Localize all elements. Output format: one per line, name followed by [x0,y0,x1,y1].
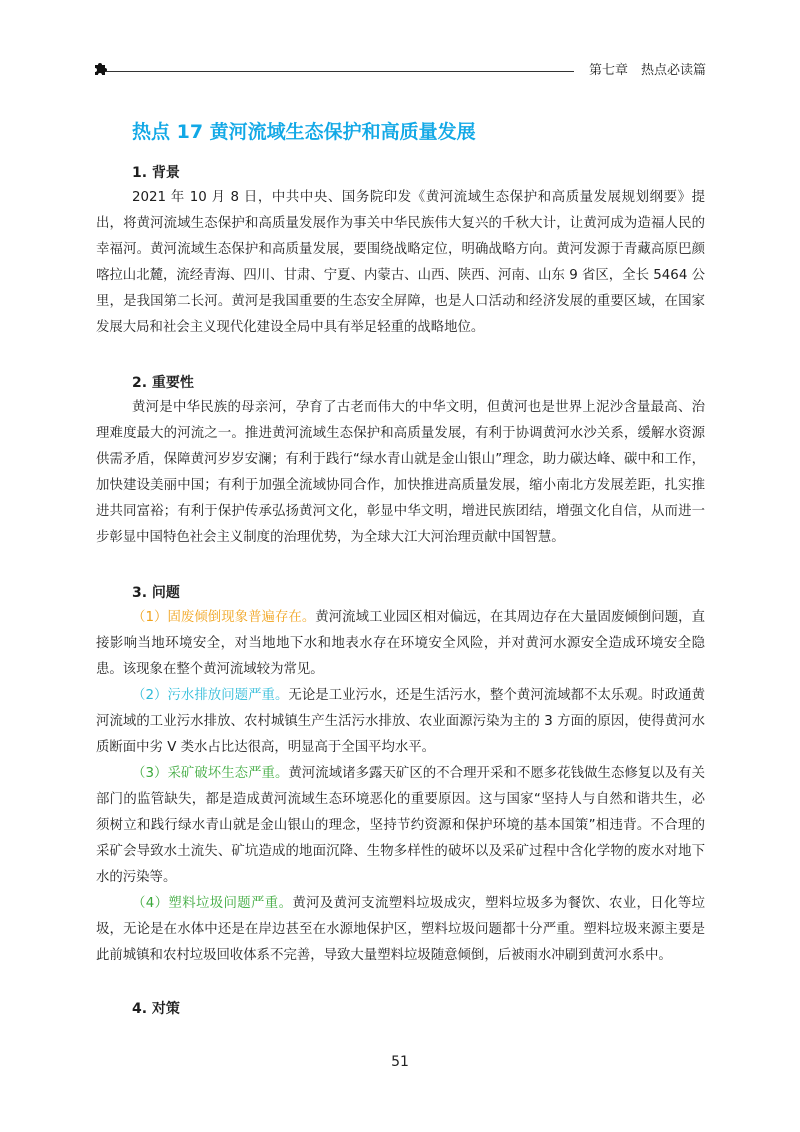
problem-item [96,605,705,683]
problem-item [96,891,705,969]
problem-label: （3）采矿破坏生态严重。 [132,766,289,781]
heading-background: 1. 背景 [132,165,180,181]
page-number: 51 [391,1054,409,1070]
header-rule [106,71,574,72]
heading-countermeasures: 4. 对策 [132,1001,180,1017]
problem-text: 黄河流域工业园区相对偏远，在其周边存在大量固废倾倒问题，直接影响当地环境安全，对当地地下水和地表水存在环境安全风险，并对黄河水源安全造成环境安全隐患。该现象在整个黄河流域较为常见。 [96,610,705,677]
puzzle-piece-icon [92,62,108,78]
paragraph-importance: 黄河是中华民族的母亲河，孕育了古老而伟大的中华文明，但黄河也是世界上泥沙含量最高、治理难度最大的河流之一。推进黄河流域生态保护和高质量发展，有利于协调黄河水沙关系，缓解水资源供需矛盾，保障黄河岁岁安澜；有利于践行“绿水青山就是金山银山”理念，助力碳达峰、碳中和工作，加快建设美丽中国；有利于加强全流域协同合作，加快推进高质量发展，缩小南北方发展差距，扎实推进共同富裕；有利于保护传承弘扬黄河文化，彰显中华文明，增进民族团结，增强文化自信，从而进一步彰显中国特色社会主义制度的治理优势，为全球大江大河治理贡献中国智慧。 [96,400,705,545]
problem-text: 黄河流域诸多露天矿区的不合理开采和不愿多花钱做生态修复以及有关部门的监管缺失，都是造成黄河流域生态环境恶化的重要原因。这与国家“坚持人与自然和谐共生，必须树立和践行绿水青山就是金山银山的理念，坚持节约资源和保护环境的基本国策”相违背。不合理的采矿会导致水土流失、矿坑造成的地面沉降、生物多样性的破坏以及采矿过程中含化学物的废水对地下水的污染等。 [96,766,705,885]
problem-text: 黄河及黄河支流塑料垃圾成灾，塑料垃圾多为餐饮、农业，日化等垃圾，无论是在水体中还是在岸边甚至在水源地保护区，塑料垃圾问题都十分严重。塑料垃圾来源主要是此前城镇和农村垃圾回收体系不完善，导致大量塑料垃圾随意倾倒，后被雨水冲刷到黄河水系中。 [96,896,705,963]
heading-importance: 2. 重要性 [132,375,194,391]
problem-item [96,761,705,891]
heading-problems: 3. 问题 [132,585,180,601]
problem-label: （1）固废倾倒现象普遍存在。 [132,610,316,625]
problem-text: 无论是工业污水，还是生活污水，整个黄河流域都不太乐观。时政通黄河流域的工业污水排放、农村城镇生产生活污水排放、农业面源污染为主的 3 方面的原因，使得黄河水质断面中劣 V 类水占比达很高，明显高于全国平均水平。 [96,688,705,755]
hotspot-title: 热点 17 黄河流域生态保护和高质量发展 [132,121,476,143]
chapter-label: 第七章 热点必读篇 [588,63,706,78]
problem-item [96,683,705,761]
problem-label: （2）污水排放问题严重。 [132,688,289,703]
paragraph-background: 2021 年 10 月 8 日，中共中央、国务院印发《黄河流域生态保护和高质量发展规划纲要》提出，将黄河流域生态保护和高质量发展作为事关中华民族伟大复兴的千秋大计，让黄河成为造福人民的幸福河。黄河流域生态保护和高质量发展，要围绕战略定位，明确战略方向。黄河发源于青藏高原巴颜喀拉山北麓，流经青海、四川、甘肃、宁夏、内蒙古、山西、陕西、河南、山东 9 省区，全长 5464 公里，是我国第二长河。黄河是我国重要的生态安全屏障，也是人口活动和经济发展的重要区域，在国家发展大局和社会主义现代化建设全局中具有举足轻重的战略地位。 [96,190,705,335]
problem-label: （4）塑料垃圾问题严重。 [132,896,293,911]
running-header [92,60,706,84]
